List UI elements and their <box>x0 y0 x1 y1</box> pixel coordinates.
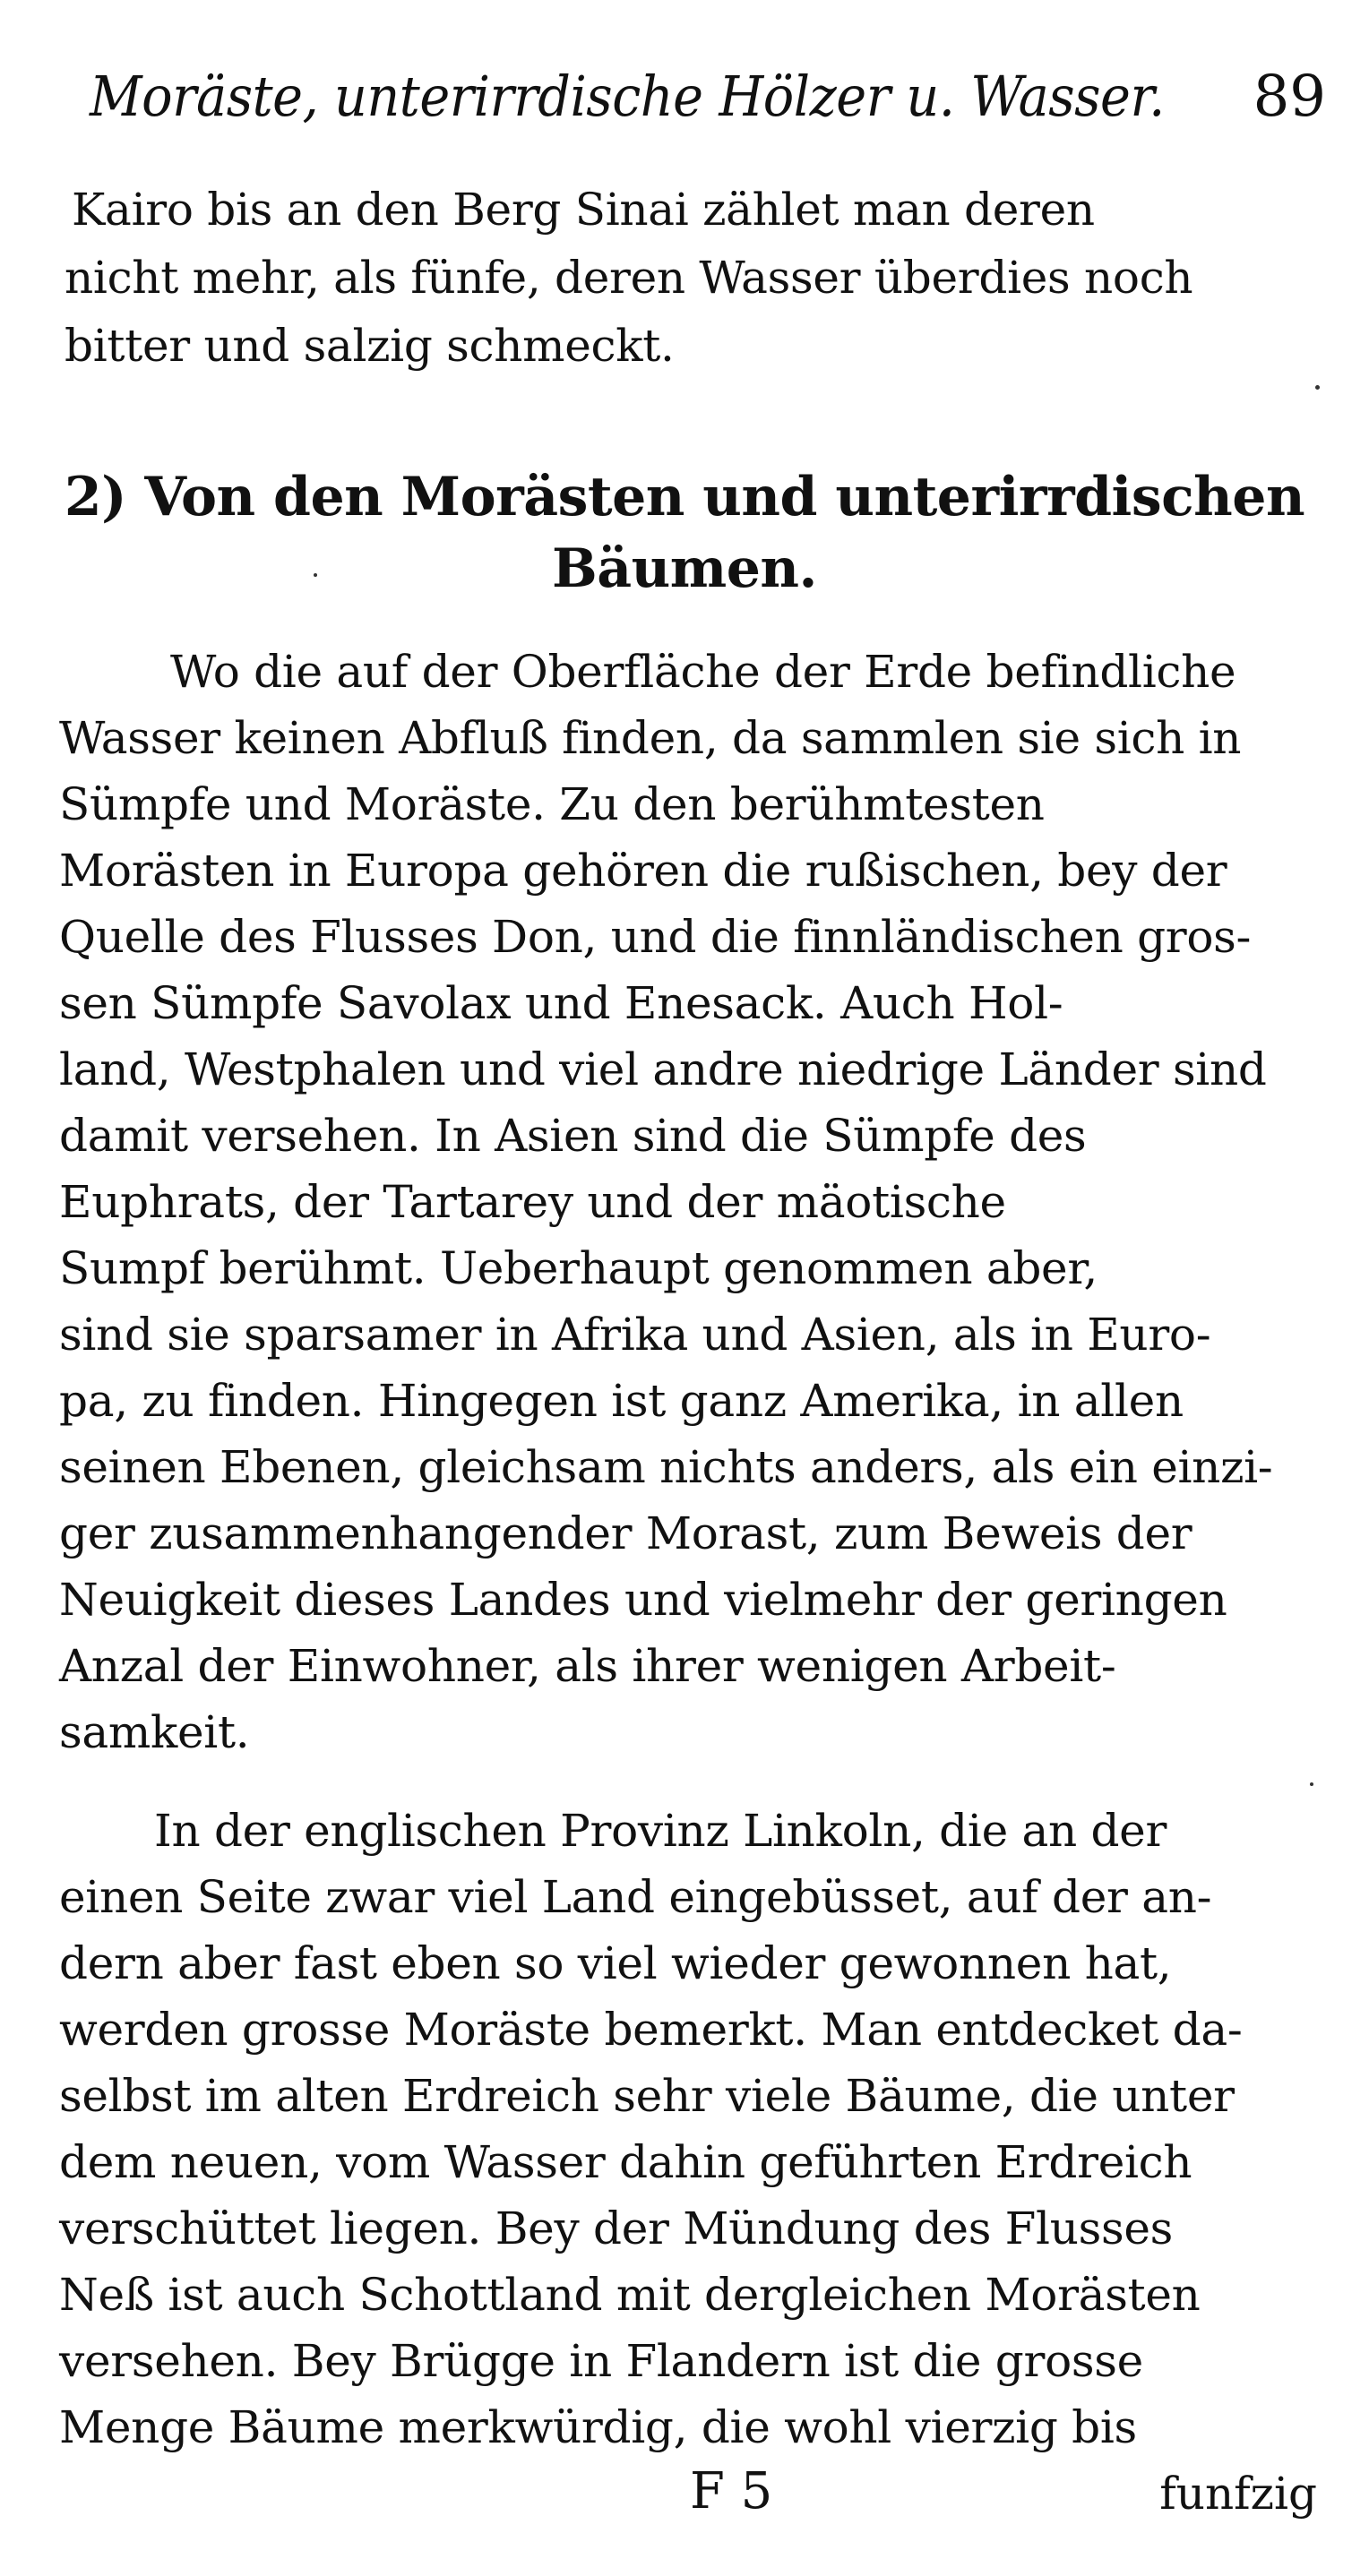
paragraph-line: selbst im alten Erdreich sehr viele Bäume, die unter <box>59 2070 1235 2122</box>
paragraph-line: ger zusammenhangender Morast, zum Beweis der <box>59 1507 1192 1559</box>
paragraph-line: verschüttet liegen. Bey der Mündung des Flusses <box>59 2202 1174 2254</box>
paragraph-line: Sümpfe und Moräste. Zu den berühmtesten <box>59 778 1045 830</box>
paragraph-line: Euphrats, der Tartarey und der mäotische <box>59 1176 1006 1228</box>
paragraph-line: dern aber fast eben so viel wieder gewonnen hat, <box>59 1937 1172 1989</box>
paragraph-line: dem neuen, vom Wasser dahin geführten Erdreich <box>59 2136 1192 2188</box>
paper-speck <box>314 573 317 577</box>
text-line: nicht mehr, als fünfe, deren Wasser überdies noch <box>65 252 1193 304</box>
running-title: Moräste, unterirrdische Hölzer u. Wasser. <box>90 64 1165 129</box>
paragraph-line: Anzal der Einwohner, als ihrer wenigen Arbeit- <box>59 1640 1116 1692</box>
page-number: 89 <box>1253 64 1326 130</box>
paragraph-line: Menge Bäume merkwürdig, die wohl vierzig bis <box>59 2401 1137 2453</box>
paragraph-line: In der englischen Provinz Linkoln, die an der <box>154 1805 1167 1857</box>
paragraph-line: seinen Ebenen, gleichsam nichts anders, als ein einzi- <box>59 1441 1273 1493</box>
paragraph-line: werden grosse Moräste bemerkt. Man entdecket da- <box>59 2004 1243 2056</box>
paragraph-line: Neuigkeit dieses Landes und vielmehr der geringen <box>59 1574 1227 1626</box>
paragraph-line: damit versehen. In Asien sind die Sümpfe des <box>59 1110 1087 1162</box>
paragraph-line: Wo die auf der Oberfläche der Erde befindliche <box>170 646 1236 698</box>
page-header <box>90 52 1326 142</box>
paragraph-line: pa, zu finden. Hingegen ist ganz Amerika, in allen <box>59 1375 1184 1427</box>
paragraph-line: samkeit. <box>59 1706 250 1758</box>
paragraph-line: versehen. Bey Brügge in Flandern ist die grosse <box>59 2335 1143 2387</box>
paper-speck <box>1310 1782 1313 1786</box>
text-line: bitter und salzig schmeckt. <box>65 320 675 372</box>
catchword: funfzig <box>1159 2468 1317 2520</box>
section-heading-line-1: 2) Von den Morästen und unterirrdischen <box>64 466 1305 528</box>
signature-mark: F 5 <box>690 2462 773 2520</box>
paragraph-line: Wasser keinen Abfluß finden, da sammlen sie sich in <box>59 712 1242 764</box>
paragraph-line: Sumpf berühmt. Ueberhaupt genommen aber, <box>59 1242 1098 1294</box>
paragraph-line: einen Seite zwar viel Land eingebüsset, auf der an- <box>59 1871 1212 1923</box>
paragraph-line: sen Sümpfe Savolax und Enesack. Auch Hol- <box>59 977 1063 1029</box>
paragraph-line: Neß ist auch Schottland mit dergleichen Morästen <box>59 2269 1201 2321</box>
paragraph-line: Morästen in Europa gehören die rußischen, bey der <box>59 845 1227 897</box>
paragraph-line: sind sie sparsamer in Afrika und Asien, als in Euro- <box>59 1309 1211 1361</box>
paragraph-line: Quelle des Flusses Don, und die finnländischen gros- <box>59 911 1252 963</box>
section-heading-line-2: Bäumen. <box>552 537 817 600</box>
text-line: Kairo bis an den Berg Sinai zählet man deren <box>72 184 1095 236</box>
paper-speck <box>1315 385 1320 390</box>
paragraph-line: land, Westphalen und viel andre niedrige Länder sind <box>59 1043 1267 1095</box>
